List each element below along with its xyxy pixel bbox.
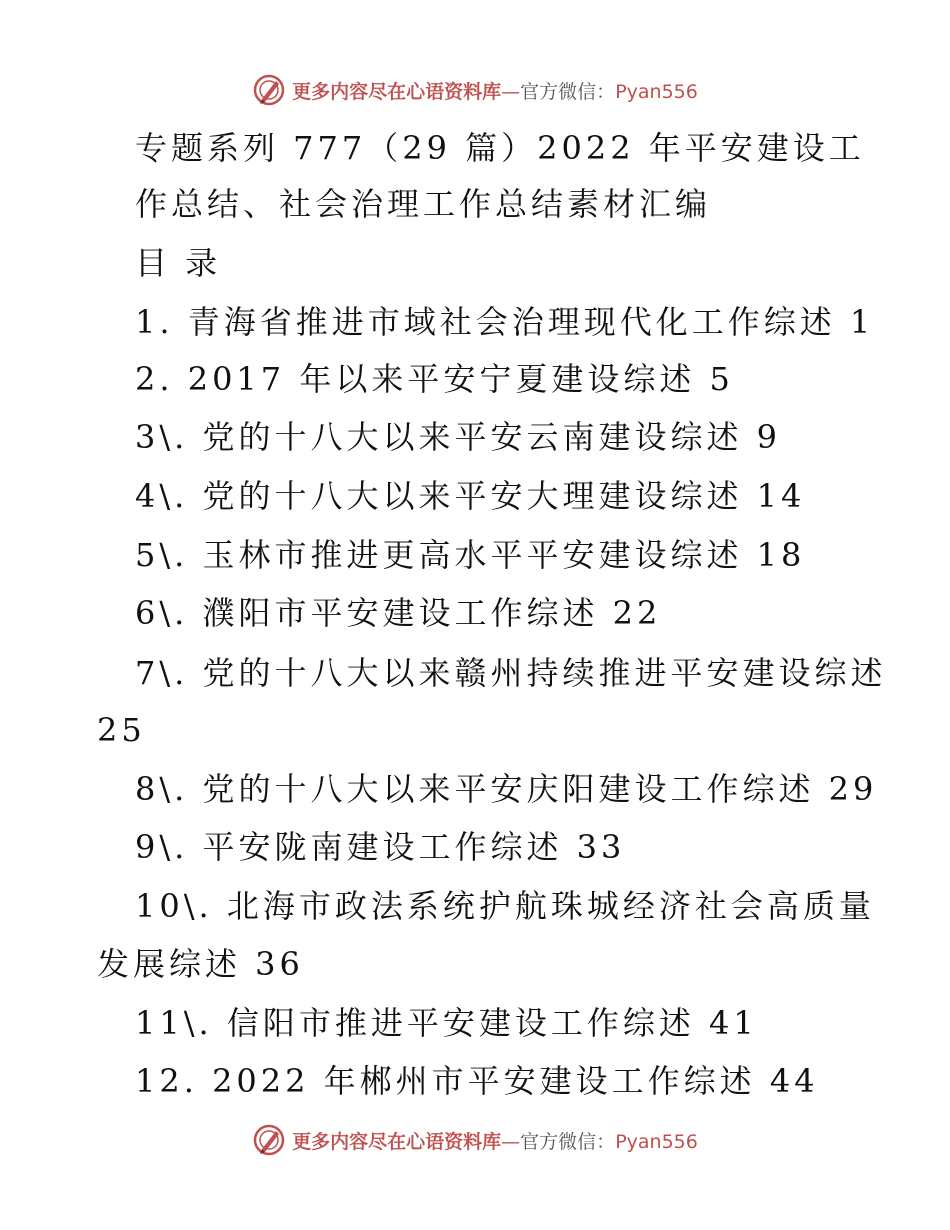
watermark-wechat-id: Pyan556: [615, 80, 698, 103]
toc-item: 7\. 党的十八大以来赣州持续推进平安建设综述: [135, 654, 887, 692]
toc-item-continuation: 25: [97, 711, 146, 749]
watermark-text: [292, 77, 698, 104]
toc-item: 1. 青海省推进市域社会治理现代化工作综述 1: [135, 303, 875, 341]
title-line-2: 作总结、社会治理工作总结素材汇编: [135, 185, 712, 223]
watermark-text: [292, 1127, 698, 1154]
toc-item: 10\. 北海市政法系统护航珠城经济社会高质量: [135, 887, 875, 925]
toc-item: 4\. 党的十八大以来平安大理建设综述 14: [135, 477, 806, 515]
toc-heading: 目 录: [135, 244, 222, 282]
toc-item-continuation: 发展综述 36: [97, 945, 304, 983]
pen-logo-icon: [252, 1123, 286, 1157]
footer-watermark: [0, 1120, 950, 1160]
watermark-wechat-id: Pyan556: [615, 1130, 698, 1153]
toc-item: 8\. 党的十八大以来平安庆阳建设工作综述 29: [135, 770, 878, 808]
pen-logo-icon: [252, 73, 286, 107]
title-line-1: 专题系列 777（29 篇）2022 年平安建设工: [135, 129, 865, 167]
watermark-brand: 更多内容尽在心语资料库: [292, 1130, 502, 1153]
header-watermark: [0, 70, 950, 110]
toc-item: 2. 2017 年以来平安宁夏建设综述 5: [135, 360, 734, 398]
toc-item: 11\. 信阳市推进平安建设工作综述 41: [135, 1004, 758, 1042]
toc-item: 9\. 平安陇南建设工作综述 33: [135, 828, 626, 866]
toc-item: 6\. 濮阳市平安建设工作综述 22: [135, 594, 662, 632]
watermark-official: 官方微信：: [520, 1130, 616, 1153]
toc-item: 12. 2022 年郴州市平安建设工作综述 44: [135, 1062, 819, 1100]
watermark-dash: —: [501, 1130, 521, 1153]
toc-item: 3\. 党的十八大以来平安云南建设综述 9: [135, 418, 782, 456]
watermark-brand: 更多内容尽在心语资料库: [292, 80, 502, 103]
watermark-official: 官方微信：: [520, 80, 616, 103]
watermark-dash: —: [501, 80, 521, 103]
toc-item: 5\. 玉林市推进更高水平平安建设综述 18: [135, 536, 806, 574]
